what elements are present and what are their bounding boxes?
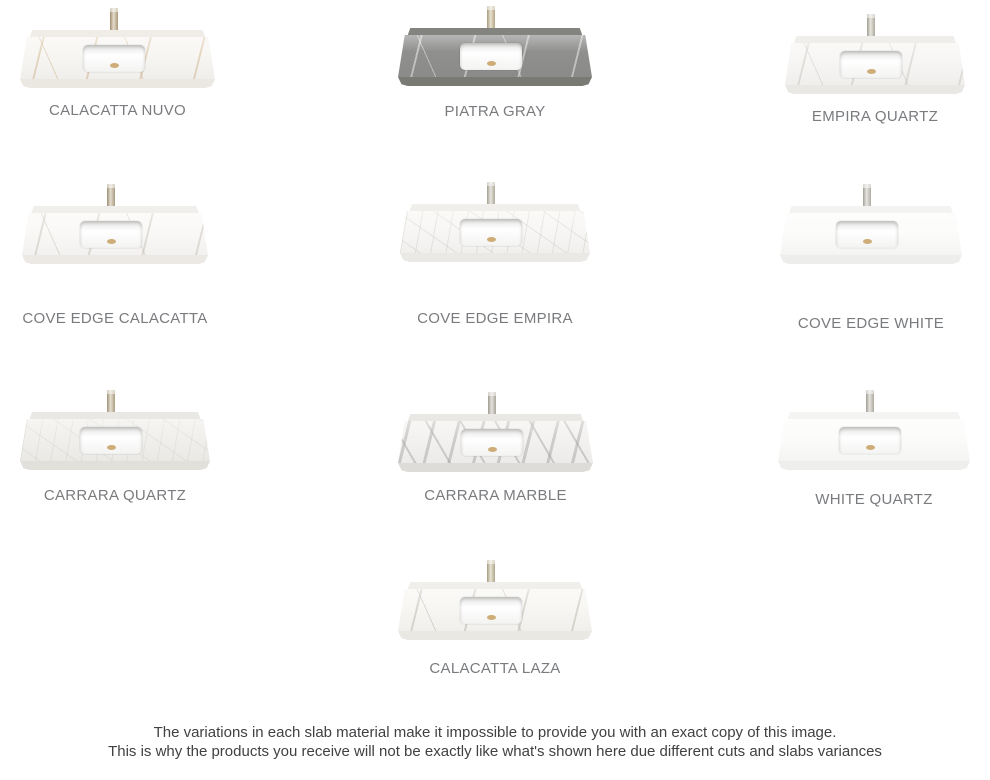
product-label: COVE EDGE CALACATTA: [22, 310, 208, 327]
countertop-front-edge: [400, 253, 590, 262]
backsplash: [794, 36, 956, 43]
product-tile-white-quartz: [778, 390, 970, 510]
backsplash: [31, 206, 198, 213]
countertop-front-edge: [22, 255, 208, 264]
product-label: CALACATTA NUVO: [48, 102, 186, 119]
product-tile-calacatta-nuvo: [20, 8, 215, 128]
product-label: CALACATTA LAZA: [429, 660, 561, 677]
countertop-front-edge: [20, 461, 210, 470]
sink-drain: [488, 447, 497, 452]
product-tile-cove-edge-calacatta: [22, 184, 208, 334]
backsplash: [408, 28, 583, 35]
backsplash: [30, 30, 206, 37]
disclaimer-text: [0, 723, 990, 761]
backsplash: [408, 582, 583, 589]
product-tile-carrara-quartz: [20, 390, 210, 510]
product-tile-piatra-gray: [398, 6, 592, 126]
countertop-front-edge: [398, 463, 593, 472]
backsplash: [789, 206, 953, 213]
product-label: CARRARA QUARTZ: [43, 487, 187, 504]
countertop-front-edge: [778, 461, 970, 470]
backsplash: [30, 412, 201, 419]
product-label: WHITE QUARTZ: [815, 491, 933, 508]
product-label: COVE EDGE WHITE: [797, 315, 945, 332]
disclaimer-line-1: The variations in each slab material make it impossible to provide you with an exact copy of this image.: [153, 724, 837, 741]
product-photo: [785, 14, 965, 98]
product-tile-empira-quartz: [785, 14, 965, 134]
sink-drain: [110, 63, 119, 68]
product-tile-calacatta-laza: [398, 560, 592, 680]
countertop-front-edge: [780, 255, 962, 264]
product-photo: [20, 390, 210, 474]
product-label: CARRARA MARBLE: [424, 487, 567, 504]
countertop-front-edge: [785, 85, 965, 94]
product-photo: [398, 560, 592, 644]
product-tile-cove-edge-empira: [400, 182, 590, 332]
countertop-front-edge: [398, 631, 592, 640]
product-photo: [22, 184, 208, 268]
product-tile-carrara-marble: [398, 392, 593, 512]
backsplash: [788, 412, 961, 419]
product-photo: [400, 182, 590, 266]
product-photo: [398, 392, 593, 476]
product-photo: [780, 184, 962, 268]
backsplash: [410, 204, 581, 211]
product-photo: [398, 6, 592, 90]
product-tile-cove-edge-white: [780, 184, 962, 334]
product-photo: [778, 390, 970, 474]
product-label: EMPIRA QUARTZ: [811, 108, 939, 125]
product-label: PIATRA GRAY: [444, 103, 546, 120]
countertop-front-edge: [20, 79, 215, 88]
countertop-front-edge: [398, 77, 592, 86]
backsplash: [408, 414, 584, 421]
product-label: COVE EDGE EMPIRA: [417, 310, 573, 327]
product-photo: [20, 8, 215, 92]
disclaimer-line-2: This is why the products you receive will not be exactly like what's shown here due different cuts and slabs variances: [108, 743, 882, 760]
